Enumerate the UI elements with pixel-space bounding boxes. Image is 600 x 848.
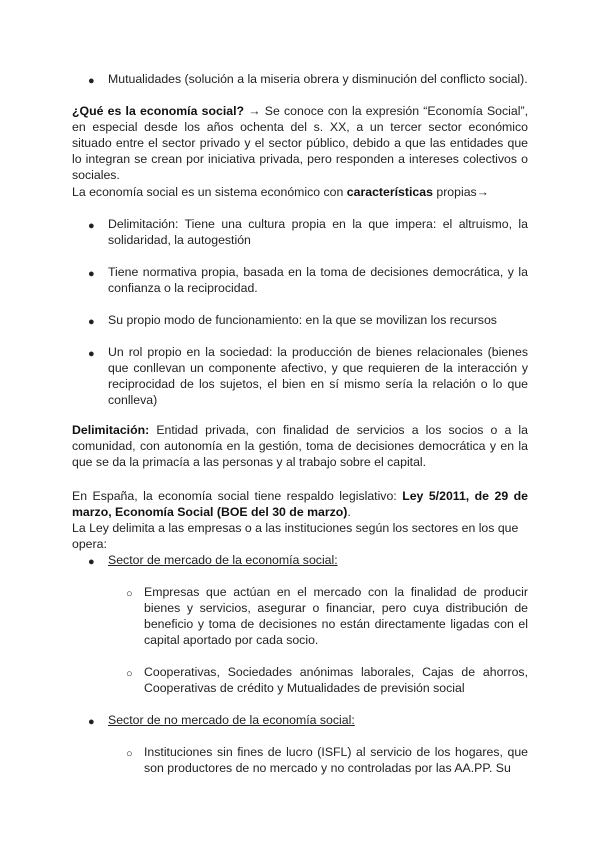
bullet-icon: ● [88,556,95,568]
bullet-icon: ● [88,716,95,728]
caracteristicas-after: propias→ [432,185,489,199]
espana-law: Ley 5/2011, de 29 de marzo, Economía Social (BOE del 30 de marzo) [72,489,528,520]
sector-no-mercado-title: Sector de no mercado de la economía social: [108,713,355,727]
espana-before: En España, la economía social tiene respaldo legislativo: [72,489,403,503]
caracteristicas-paragraph [72,184,528,200]
bullet-icon: ● [88,220,95,232]
list-item: Su propio modo de funcionamiento: en la que se movilizan los recursos [108,313,497,327]
que-es-text: → Se conoce con la expresión “Economía Social”, en especial desde los años ochenta del s. XX, a un tercer sector económico situado entre el sector privado y el sector público, debido a que las entidades que lo integran se crean por iniciativa privada, pero responden a intereses colectivos o sociales. [72,104,528,183]
que-es-paragraph [72,103,528,183]
intro-bullet-text: Mutualidades (solución a la miseria obrera y disminución del conflicto social). [108,72,528,86]
circle-bullet-icon: ○ [126,588,133,600]
que-es-question: ¿Qué es la economía social? [72,104,245,118]
ley-intro-paragraph: La Ley delimita a las empresas o a las instituciones según los sectores en los que opera: [72,521,519,552]
list-item: Delimitación: Tiene una cultura propia en la que impera: el altruismo, la solidaridad, la autogestión [108,217,528,248]
espana-paragraph [72,488,528,520]
bullet-icon: ● [88,316,95,328]
sector-mercado-title: Sector de mercado de la economía social: [108,553,338,567]
caracteristicas-before: La economía social es un sistema económico con [72,185,347,199]
espana-after: . [347,505,351,520]
list-item: Un rol propio en la sociedad: la producción de bienes relacionales (bienes que conllevan un componente afectivo, y que requieren de la interacción y reciprocidad de los sujetos, el bien en sí mismo sería la relación o lo que conlleva) [108,345,528,408]
delimitacion-paragraph [72,422,528,470]
list-item: Cooperativas, Sociedades anónimas laborales, Cajas de ahorros, Cooperativas de crédito y Mutualidades de previsión social [144,665,528,696]
circle-bullet-icon: ○ [126,668,133,680]
bullet-icon: ● [88,348,95,360]
list-item: Empresas que actúan en el mercado con la finalidad de producir bienes y servicios, asegurar o financiar, pero cuya distribución de beneficio y toma de decisiones no están directamente ligadas con el capital aportado por cada socio. [144,585,528,648]
caracteristicas-bold: características [346,185,433,199]
list-item: Instituciones sin fines de lucro (ISFL) al servicio de los hogares, que son productores de no mercado y no controladas por las AA.PP. Su [144,745,528,776]
bullet-icon: ● [88,75,95,87]
circle-bullet-icon: ○ [126,748,133,760]
list-item: Tiene normativa propia, basada en la toma de decisiones democrática, y la confianza o la reciprocidad. [108,265,528,296]
delimitacion-label: Delimitación: [72,423,150,437]
delimitacion-text: Entidad privada, con finalidad de servicios a los socios o a la comunidad, con autonomía en la gestión, toma de decisiones democrática y en la que se da la primacía a las personas y al trabajo sobre el capital. [72,423,528,470]
bullet-icon: ● [88,268,95,280]
